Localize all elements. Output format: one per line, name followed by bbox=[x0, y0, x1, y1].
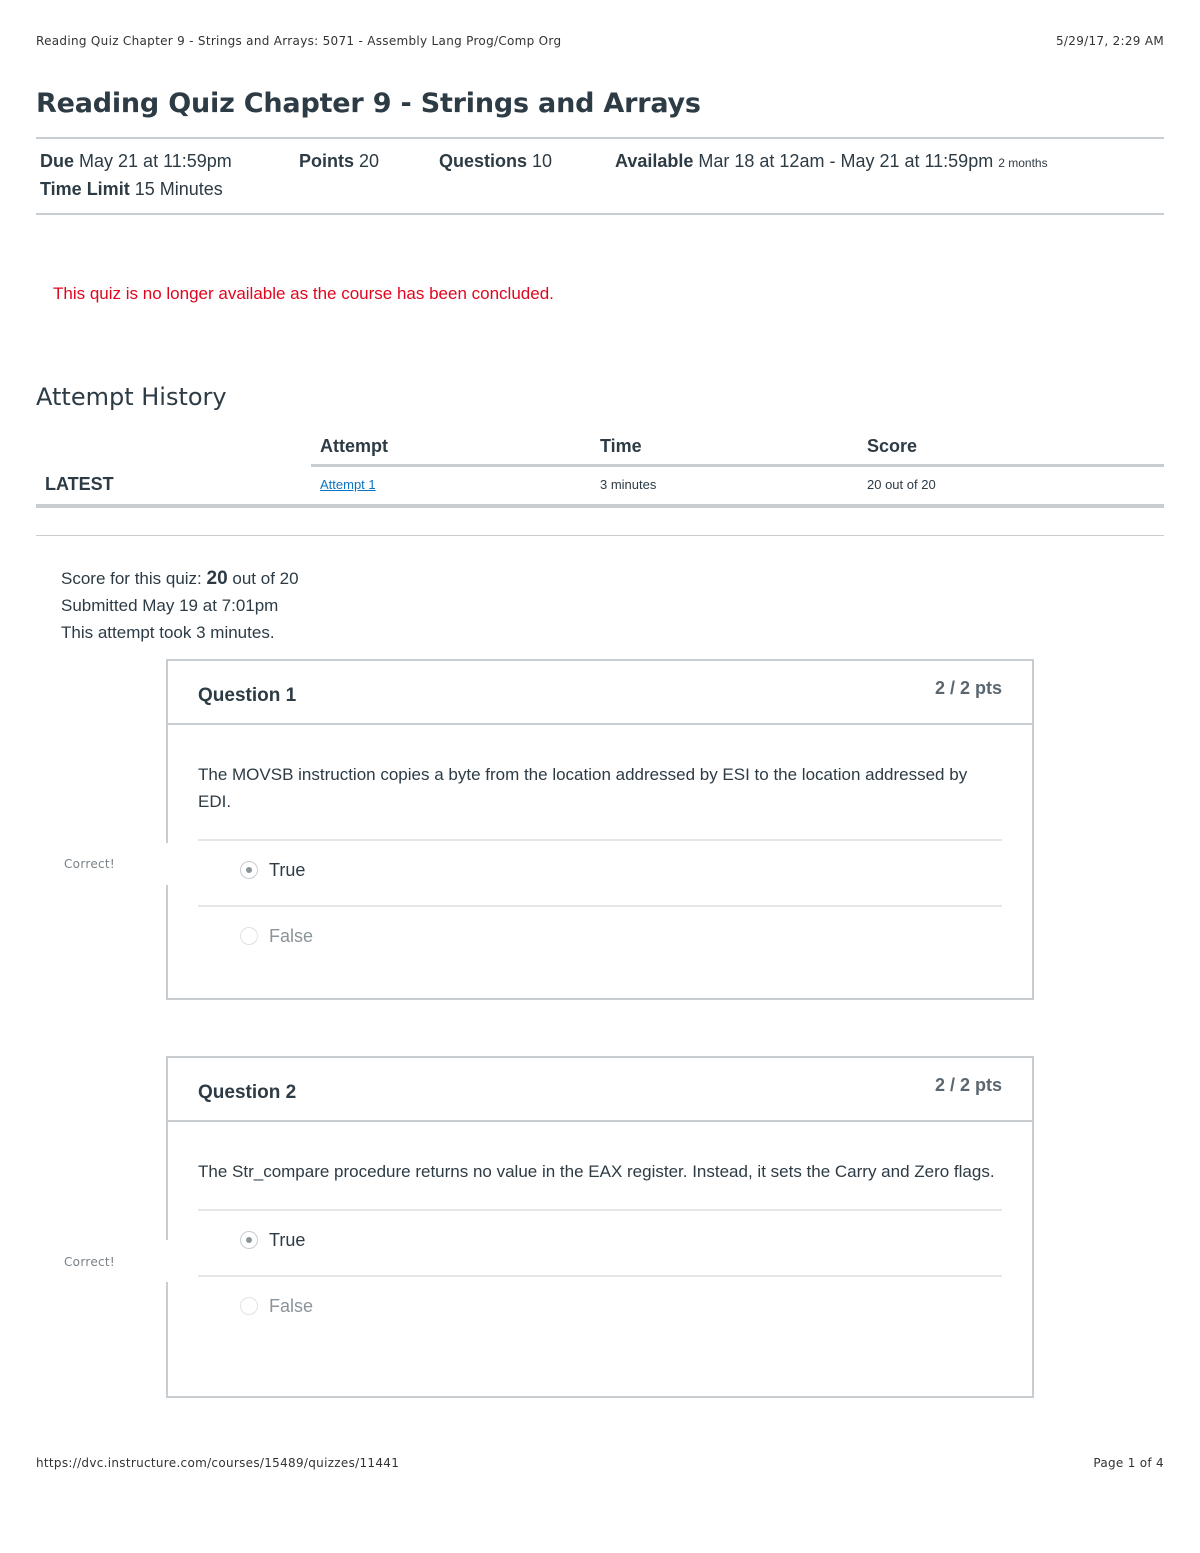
answer-label: False bbox=[269, 926, 314, 946]
available-value: Mar 18 at 12am - May 21 at 11:59pm bbox=[698, 151, 994, 171]
print-url: https://dvc.instructure.com/courses/15489/quizzes/11441 bbox=[36, 1456, 400, 1470]
attempt-history-heading: Attempt History bbox=[36, 383, 227, 411]
quiz-summary bbox=[61, 565, 299, 646]
col-attempt-header: Attempt bbox=[320, 436, 388, 456]
points-label: Points bbox=[299, 151, 355, 171]
question-points: 2 / 2 pts bbox=[934, 678, 1002, 698]
col-score-header: Score bbox=[867, 436, 918, 456]
radio-unselected-icon[interactable] bbox=[240, 1297, 258, 1315]
print-header bbox=[36, 34, 1164, 48]
score-suffix: out of 20 bbox=[232, 569, 299, 588]
question-name: Question 2 bbox=[198, 1082, 297, 1103]
page-title: Reading Quiz Chapter 9 - Strings and Arrays bbox=[36, 88, 701, 119]
question-header bbox=[168, 1058, 1032, 1122]
time-limit-detail bbox=[40, 179, 223, 200]
score-value: 20 bbox=[206, 568, 228, 589]
quiz-unavailable-notice: This quiz is no longer available as the course has been concluded. bbox=[53, 284, 554, 303]
latest-label: LATEST bbox=[45, 474, 114, 494]
question-header bbox=[168, 661, 1032, 725]
title-divider bbox=[36, 137, 1164, 139]
history-divider bbox=[36, 535, 1164, 536]
answer-option[interactable] bbox=[198, 907, 1002, 971]
available-label: Available bbox=[615, 151, 694, 171]
question-name: Question 1 bbox=[198, 685, 297, 706]
attempt-score: 20 out of 20 bbox=[867, 477, 936, 492]
answer-option[interactable] bbox=[198, 841, 1002, 907]
correct-status: Correct! bbox=[64, 1255, 116, 1269]
status-tag-gap bbox=[164, 843, 170, 885]
question-text: The MOVSB instruction copies a byte from the location addressed by ESI to the location addressed by EDI. bbox=[198, 725, 1002, 841]
question-card bbox=[166, 659, 1034, 1000]
answer-option[interactable] bbox=[198, 1277, 1002, 1341]
questions-value: 10 bbox=[532, 151, 553, 171]
answer-label: True bbox=[269, 1230, 306, 1250]
attempt-1-link[interactable]: Attempt 1 bbox=[320, 477, 376, 492]
answer-option[interactable] bbox=[198, 1211, 1002, 1277]
answer-label: False bbox=[269, 1296, 314, 1316]
radio-unselected-icon[interactable] bbox=[240, 927, 258, 945]
due-detail bbox=[40, 151, 232, 172]
status-tag-gap bbox=[164, 1240, 170, 1282]
available-duration: 2 months bbox=[998, 156, 1048, 170]
question-card bbox=[166, 1056, 1034, 1398]
attempt-history-header bbox=[311, 430, 1164, 467]
table-row bbox=[36, 464, 1164, 508]
col-time-header: Time bbox=[600, 436, 642, 456]
correct-status: Correct! bbox=[64, 857, 116, 871]
score-prefix: Score for this quiz: bbox=[61, 569, 202, 588]
radio-selected-icon[interactable] bbox=[240, 1231, 258, 1249]
available-detail bbox=[615, 151, 1048, 172]
print-footer bbox=[36, 1456, 1164, 1470]
points-detail bbox=[299, 151, 379, 172]
score-line bbox=[61, 565, 299, 592]
due-value: May 21 at 11:59pm bbox=[79, 151, 232, 171]
question-points: 2 / 2 pts bbox=[934, 1075, 1002, 1095]
points-value: 20 bbox=[359, 151, 380, 171]
question-body bbox=[168, 725, 1032, 971]
duration-line: This attempt took 3 minutes. bbox=[61, 623, 275, 642]
answer-label: True bbox=[269, 860, 306, 880]
due-label: Due bbox=[40, 151, 75, 171]
print-page-number: Page 1 of 4 bbox=[1093, 1456, 1164, 1470]
time-limit-value: 15 Minutes bbox=[134, 179, 223, 199]
questions-label: Questions bbox=[439, 151, 528, 171]
questions-detail bbox=[439, 151, 552, 172]
submitted-line: Submitted May 19 at 7:01pm bbox=[61, 596, 279, 615]
time-limit-label: Time Limit bbox=[40, 179, 130, 199]
print-timestamp: 5/29/17, 2:29 AM bbox=[1055, 34, 1164, 48]
details-divider bbox=[36, 213, 1164, 215]
question-body bbox=[168, 1122, 1032, 1341]
radio-selected-icon[interactable] bbox=[240, 861, 258, 879]
quiz-details bbox=[40, 151, 1160, 177]
attempt-time: 3 minutes bbox=[600, 477, 657, 492]
print-doc-title: Reading Quiz Chapter 9 - Strings and Arrays: 5071 - Assembly Lang Prog/Comp Org bbox=[36, 34, 562, 48]
question-text: The Str_compare procedure returns no value in the EAX register. Instead, it sets the Carry and Zero flags. bbox=[198, 1122, 1002, 1211]
